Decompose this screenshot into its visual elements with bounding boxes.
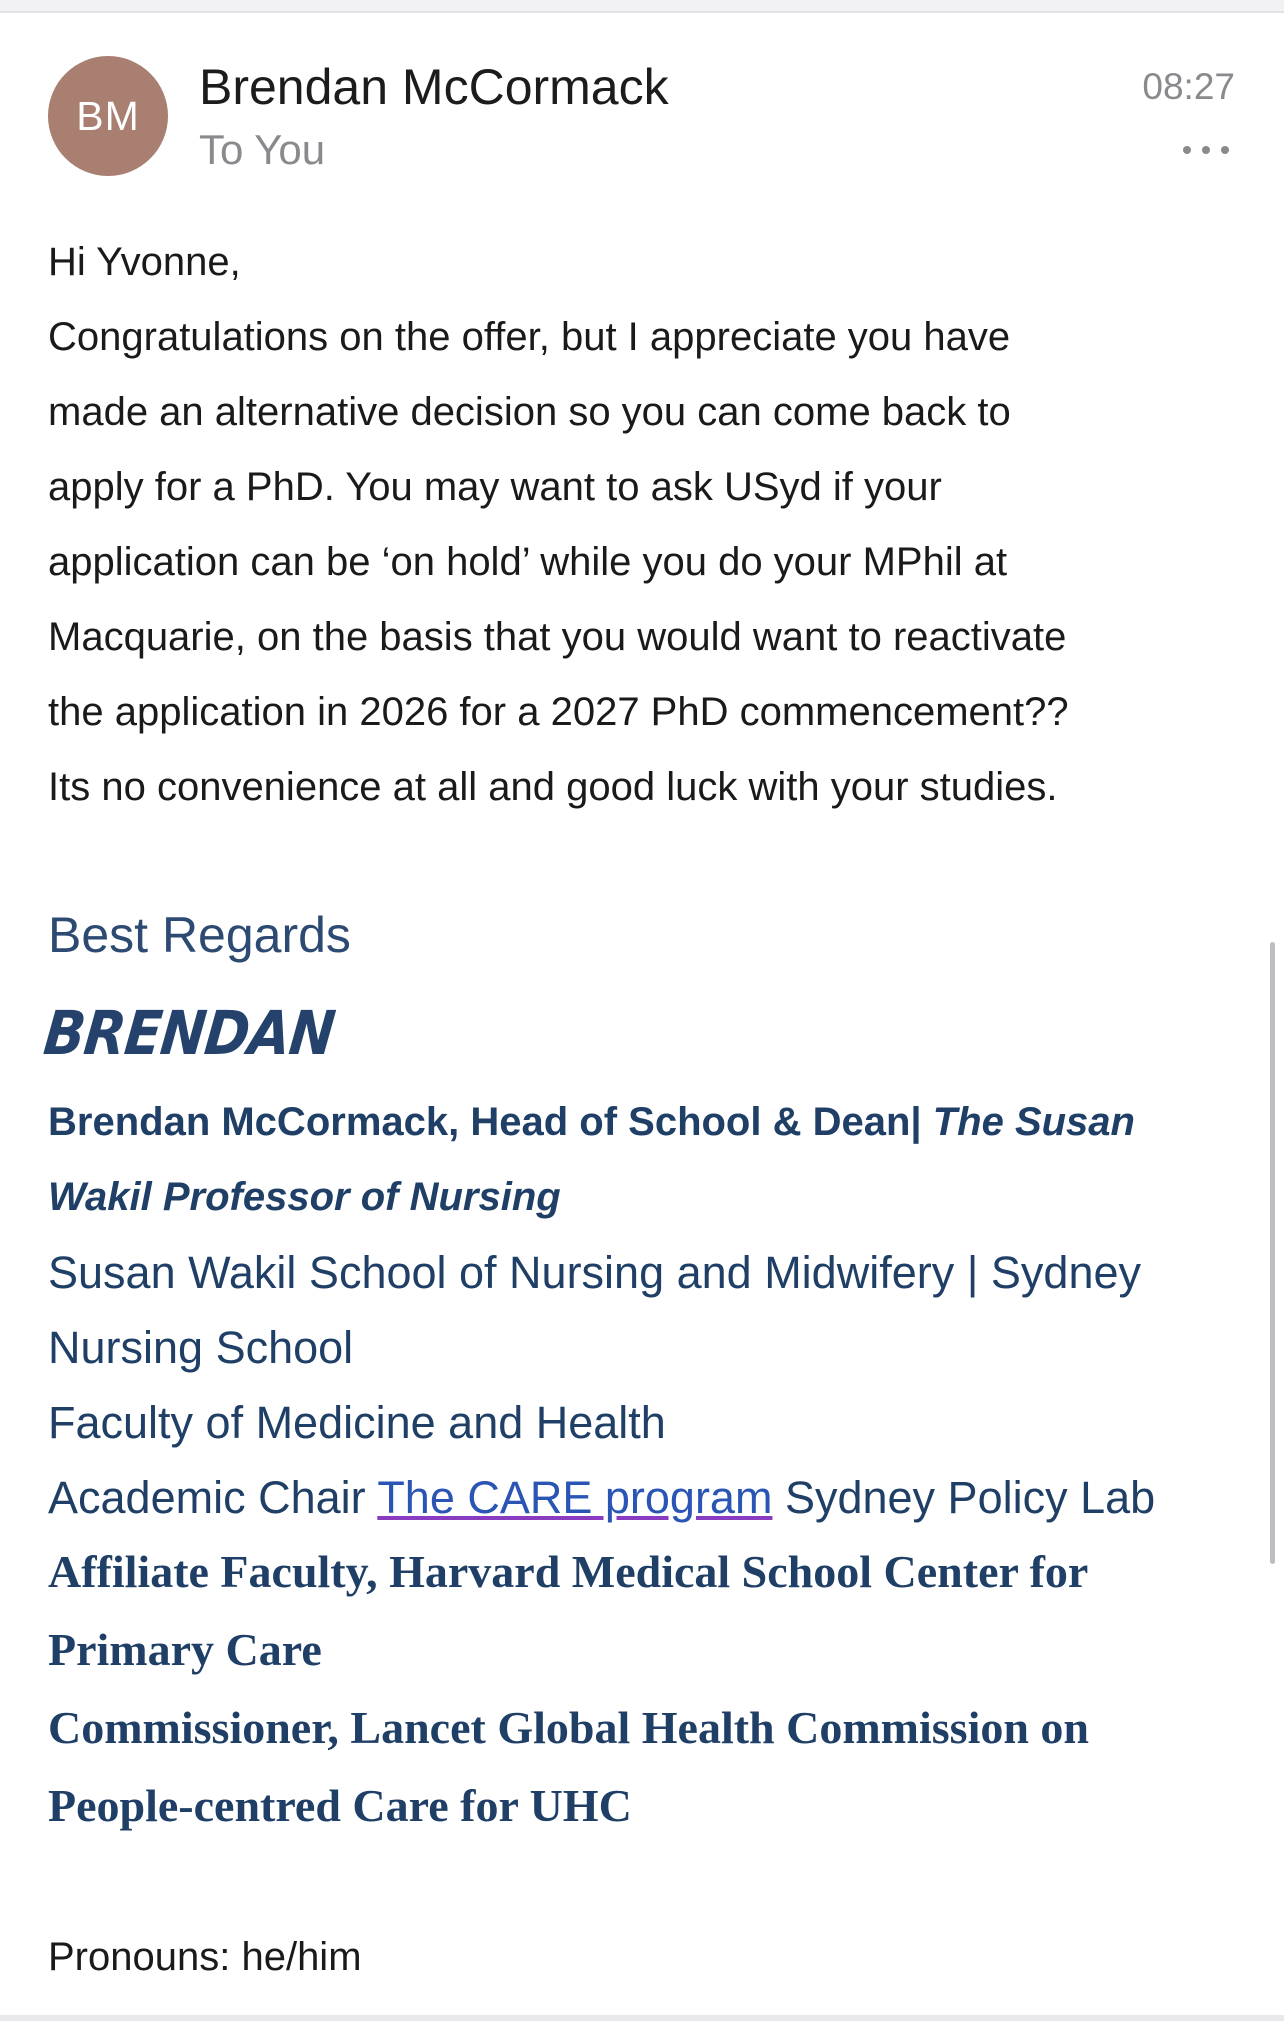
- dot: [1183, 146, 1191, 154]
- sender-name[interactable]: Brendan McCormack: [199, 59, 669, 115]
- bottom-divider: [0, 2015, 1284, 2021]
- affiliate-line-cont: Primary Care: [48, 1624, 322, 1675]
- body-line: Macquarie, on the basis that you would want to reactivate: [48, 615, 1067, 659]
- greeting: Hi Yvonne,: [48, 240, 241, 284]
- recipient-line[interactable]: To You: [199, 126, 326, 173]
- academic-chair-line: [48, 1460, 1268, 1535]
- affiliate-line: Affiliate Faculty, Harvard Medical School Center for: [48, 1546, 1089, 1597]
- body-line: application can be ‘on hold’ while you do your MPhil at: [48, 540, 1008, 584]
- scrollbar[interactable]: [1270, 942, 1275, 1564]
- care-program-link[interactable]: The CARE program: [377, 1472, 773, 1523]
- dot: [1202, 146, 1210, 154]
- faculty-line: Faculty of Medicine and Health: [48, 1397, 666, 1448]
- avatar-initials: BM: [76, 92, 140, 139]
- commissioner-line-cont: People-centred Care for UHC: [48, 1780, 632, 1831]
- signature-affiliations: [48, 1235, 1268, 1535]
- body-line: Congratulations on the offer, but I appreciate you have: [48, 315, 1011, 359]
- signature-title: [48, 1085, 1248, 1235]
- body-line: the application in 2026 for a 2027 PhD commencement??: [48, 690, 1069, 734]
- signature-script-name: BRENDAN: [40, 998, 338, 1069]
- signature-regards: Best Regards: [48, 907, 351, 963]
- chair-suffix: Sydney Policy Lab: [772, 1472, 1156, 1523]
- signature-honors: [48, 1533, 1268, 1845]
- school-line: Susan Wakil School of Nursing and Midwifery | Sydney: [48, 1247, 1142, 1298]
- sender-avatar[interactable]: [48, 56, 168, 176]
- chair-prefix: Academic Chair: [48, 1472, 378, 1523]
- message-body: [48, 225, 1248, 825]
- commissioner-line: Commissioner, Lancet Global Health Commission on: [48, 1702, 1090, 1753]
- signature-title-line: [48, 1085, 1248, 1160]
- signature-professorship: The Susan: [932, 1100, 1135, 1144]
- ellipsis-icon[interactable]: [1183, 130, 1229, 170]
- message-time: 08:27: [1142, 66, 1235, 107]
- signature-professorship-cont: Wakil Professor of Nursing: [48, 1175, 561, 1219]
- dot: [1221, 146, 1229, 154]
- body-line: made an alternative decision so you can come back to: [48, 390, 1011, 434]
- body-line: apply for a PhD. You may want to ask USyd if your: [48, 465, 942, 509]
- pronouns: Pronouns: he/him: [48, 1935, 362, 1979]
- body-line: Its no convenience at all and good luck with your studies.: [48, 765, 1058, 809]
- school-line-cont: Nursing School: [48, 1322, 354, 1373]
- signature-role: Brendan McCormack, Head of School & Dean|: [48, 1100, 933, 1144]
- top-divider: [0, 0, 1284, 13]
